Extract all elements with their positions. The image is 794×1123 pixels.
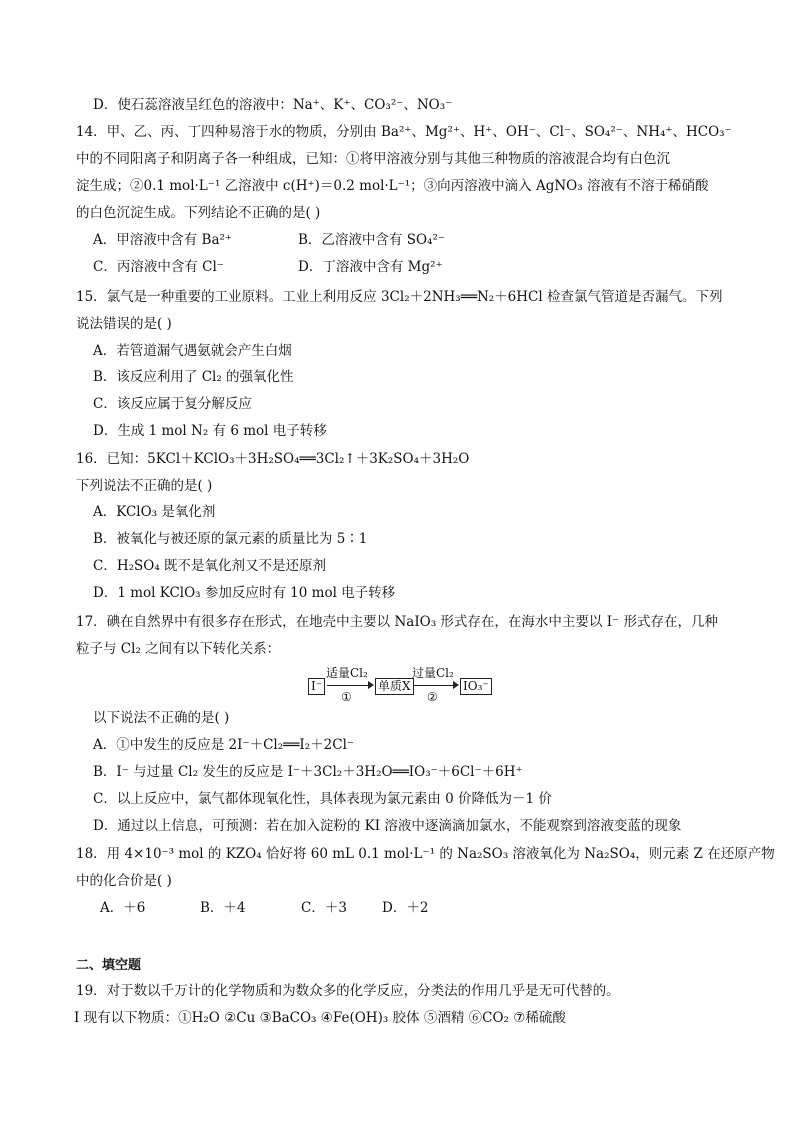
q14-option-a: A．甲溶液中含有 Ba²⁺ [93,232,233,248]
q16-option-d: D．1 mol KClO₃ 参加反应时有 10 mol 电子转移 [93,585,396,601]
q15-stem-line-2: 说法错误的是( ) [76,316,172,332]
q14-option-d: D．丁溶液中含有 Mg²⁺ [298,259,443,275]
scheme-label-2-above: 过量Cl₂ [412,666,454,680]
q13-option-d: D．使石蕊溶液呈红色的溶液中：Na⁺、K⁺、CO₃²⁻、NO₃⁻ [93,97,453,113]
q17-option-a: A．①中发生的反应是 2I⁻＋Cl₂══I₂＋2Cl⁻ [93,737,355,753]
q14-stem-line-1: 14．甲、乙、丙、丁四种易溶于水的物质，分别由 Ba²⁺、Mg²⁺、H⁺、OH⁻、Cl⁻、SO₄²⁻、NH₄⁺、HCO₃⁻ [76,124,732,140]
q15-option-a: A．若管道漏气遇氨就会产生白烟 [93,343,292,359]
q14-option-c: C．丙溶液中含有 Cl⁻ [93,259,224,275]
q18-option-c: C．＋3 [301,900,347,916]
q17-stem-line-3: 以下说法不正确的是( ) [93,710,230,726]
q17-option-c: C．以上反应中，氯气都体现氧化性，具体表现为氯元素由 0 价降低为－1 价 [93,791,552,807]
q18-option-b: B．＋4 [200,900,246,916]
q16-option-b: B．被氧化与被还原的氯元素的质量比为 5∶1 [93,531,368,547]
scheme-arrow-1 [327,685,369,686]
q19-stem-line-1: 19．对于数以千万计的化学物质和为数众多的化学反应，分类法的作用几乎是无可代替的。 [76,983,620,999]
scheme-label-1-below: ① [341,690,352,704]
scheme-arrowhead-2 [453,681,459,689]
q16-stem-line-1: 16．已知：5KCl＋KClO₃＋3H₂SO₄══3Cl₂↑＋3K₂SO₄＋3H₂O [76,451,470,467]
section-heading-fill-in: 二、填空题 [76,958,142,973]
q14-option-b: B．乙溶液中含有 SO₄²⁻ [298,232,445,248]
q15-option-c: C．该反应属于复分解反应 [93,396,252,412]
scheme-label-1-above: 适量Cl₂ [326,666,368,680]
q14-stem-line-2: 中的不同阳离子和阴离子各一种组成，已知：①将甲溶液分别与其他三种物质的溶液混合均有白色沉 [76,151,670,167]
scheme-label-2-below: ② [427,690,438,704]
q14-stem-line-3: 淀生成；②0.1 mol·L⁻¹ 乙溶液中 c(H⁺)＝0.2 mol·L⁻¹；③向丙溶液中滴入 AgNO₃ 溶液有不溶于稀硝酸 [76,178,709,194]
q17-stem-line-1: 17．碘在自然界中有很多存在形式，在地壳中主要以 NaIO₃ 形式存在，在海水中主要以 I⁻ 形式存在，几种 [76,614,718,630]
q15-option-d: D．生成 1 mol N₂ 有 6 mol 电子转移 [93,423,327,439]
q16-stem-line-2: 下列说法不正确的是( ) [76,478,213,494]
scheme-arrowhead-1 [368,681,374,689]
scheme-box-iodide: I⁻ [308,678,325,695]
q17-option-d: D．通过以上信息，可预测：若在加入淀粉的 KI 溶液中逐滴滴加氯水，不能观察到溶液变蓝的现象 [93,818,682,834]
q15-option-b: B．该反应利用了 Cl₂ 的强氧化性 [93,369,294,385]
q16-option-a: A．KClO₃ 是氧化剂 [93,504,216,520]
q14-stem-line-4: 的白色沉淀生成。下列结论不正确的是( ) [76,205,321,221]
scheme-box-element-x: 单质X [375,678,414,695]
q17-option-b: B．I⁻ 与过量 Cl₂ 发生的反应是 I⁻＋3Cl₂＋3H₂O══IO₃⁻＋6Cl⁻＋6H⁺ [93,764,523,780]
q17-stem-line-2: 粒子与 Cl₂ 之间有以下转化关系： [76,641,281,657]
q19-part-1-line: Ⅰ 现有以下物质：①H₂O ②Cu ③BaCO₃ ④Fe(OH)₃ 胶体 ⑤酒精 ⑥CO₂ ⑦稀硫酸 [74,1010,566,1026]
scheme-box-iodate: IO₃⁻ [460,678,492,695]
q18-stem-line-2: 中的化合价是( ) [76,873,172,889]
q18-option-a: A．＋6 [100,900,146,916]
q15-stem-line-1: 15．氯气是一种重要的工业原料。工业上利用反应 3Cl₂＋2NH₃══N₂＋6HCl 检查氯气管道是否漏气。下列 [76,289,723,305]
scheme-arrow-2 [414,685,454,686]
q18-stem-line-1: 18．用 4×10⁻³ mol 的 KZO₄ 恰好将 60 mL 0.1 mol·L⁻¹ 的 Na₂SO₃ 溶液氧化为 Na₂SO₄，则元素 Z 在还原产物 [76,846,775,862]
q18-option-d: D．＋2 [382,900,429,916]
q16-option-c: C．H₂SO₄ 既不是氧化剂又不是还原剂 [93,558,327,574]
